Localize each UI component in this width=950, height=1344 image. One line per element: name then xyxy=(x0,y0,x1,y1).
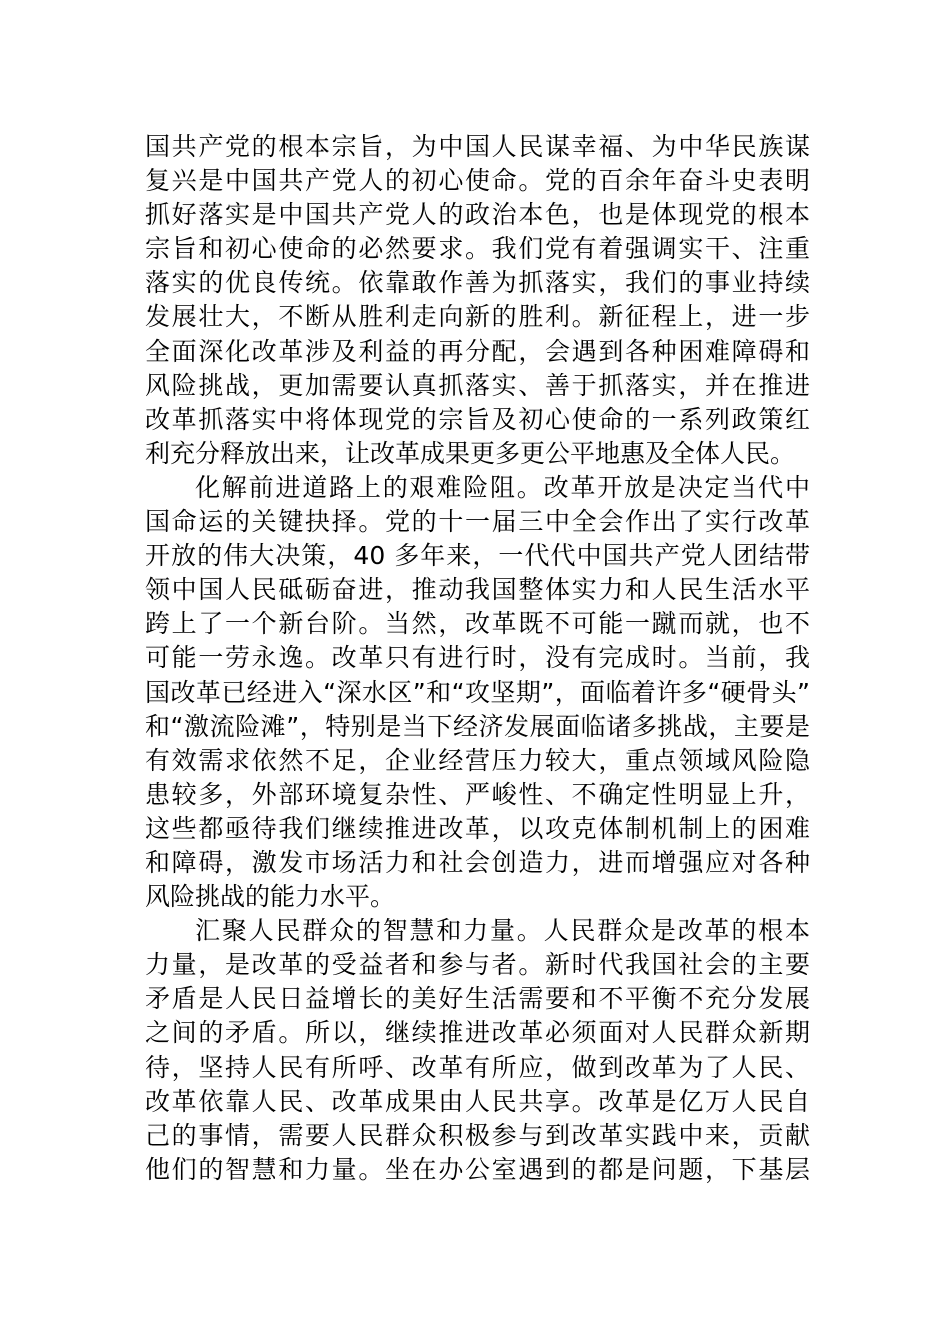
text-line: 风险挑战，更加需要认真抓落实、善于抓落实，并在推进 xyxy=(145,370,810,400)
text-line: 患较多，外部环境复杂性、严峻性、不确定性明显上升， xyxy=(145,779,810,809)
paragraph-3 xyxy=(145,914,810,1187)
text-line: 之间的矛盾。所以，继续推进改革必须面对人民群众新期 xyxy=(145,1018,810,1048)
document-body xyxy=(145,130,810,1187)
text-line: 国改革已经进入“深水区”和“攻坚期”，面临着许多“硬骨头” xyxy=(145,677,810,707)
text-line: 汇聚人民群众的智慧和力量。人民群众是改革的根本 xyxy=(195,916,810,946)
text-line: 和障碍，激发市场活力和社会创造力，进而增强应对各种 xyxy=(145,847,810,877)
text-line: 力量，是改革的受益者和参与者。新时代我国社会的主要 xyxy=(145,950,810,980)
text-line: 全面深化改革涉及利益的再分配，会遇到各种困难障碍和 xyxy=(145,336,810,366)
text-line: 改革依靠人民、改革成果由人民共享。改革是亿万人民自 xyxy=(145,1086,810,1116)
text-line: 有效需求依然不足，企业经营压力较大，重点领域风险隐 xyxy=(145,745,810,775)
text-line: 落实的优良传统。依靠敢作善为抓落实，我们的事业持续 xyxy=(145,268,810,298)
text-line: 待，坚持人民有所呼、改革有所应，做到改革为了人民、 xyxy=(145,1052,810,1082)
text-line: 他们的智慧和力量。坐在办公室遇到的都是问题，下基层 xyxy=(145,1154,810,1184)
text-line: 抓好落实是中国共产党人的政治本色，也是体现党的根本 xyxy=(145,200,810,230)
text-line: 风险挑战的能力水平。 xyxy=(145,882,396,912)
text-line: 领中国人民砥砺奋进，推动我国整体实力和人民生活水平 xyxy=(145,575,810,605)
text-line: 这些都亟待我们继续推进改革，以攻克体制机制上的困难 xyxy=(145,813,810,843)
text-line: 宗旨和初心使命的必然要求。我们党有着强调实干、注重 xyxy=(145,234,810,264)
text-line: 开放的伟大决策，40 多年来，一代代中国共产党人团结带 xyxy=(145,541,810,571)
text-line: 国共产党的根本宗旨，为中国人民谋幸福、为中华民族谋 xyxy=(145,132,810,161)
text-line: 国命运的关键抉择。党的十一届三中全会作出了实行改革 xyxy=(145,507,810,537)
text-line: 矛盾是人民日益增长的美好生活需要和不平衡不充分发展 xyxy=(145,984,810,1014)
text-line: 己的事情，需要人民群众积极参与到改革实践中来，贡献 xyxy=(145,1120,810,1150)
text-line: 改革抓落实中将体现党的宗旨及初心使命的一系列政策红 xyxy=(145,404,810,434)
paragraph-2 xyxy=(145,471,810,914)
text-line: 和“激流险滩”，特别是当下经济发展面临诸多挑战，主要是 xyxy=(145,711,810,741)
text-line: 发展壮大，不断从胜利走向新的胜利。新征程上，进一步 xyxy=(145,302,810,332)
text-line: 利充分释放出来，让改革成果更多更公平地惠及全体人民。 xyxy=(145,438,796,468)
text-line: 化解前进道路上的艰难险阻。改革开放是决定当代中 xyxy=(195,472,810,502)
text-line: 跨上了一个新台阶。当然，改革既不可能一蹴而就，也不 xyxy=(145,609,810,639)
text-line: 可能一劳永逸。改革只有进行时，没有完成时。当前，我 xyxy=(145,643,810,673)
text-line: 复兴是中国共产党人的初心使命。党的百余年奋斗史表明 xyxy=(145,166,810,196)
paragraph-1 xyxy=(145,130,810,471)
